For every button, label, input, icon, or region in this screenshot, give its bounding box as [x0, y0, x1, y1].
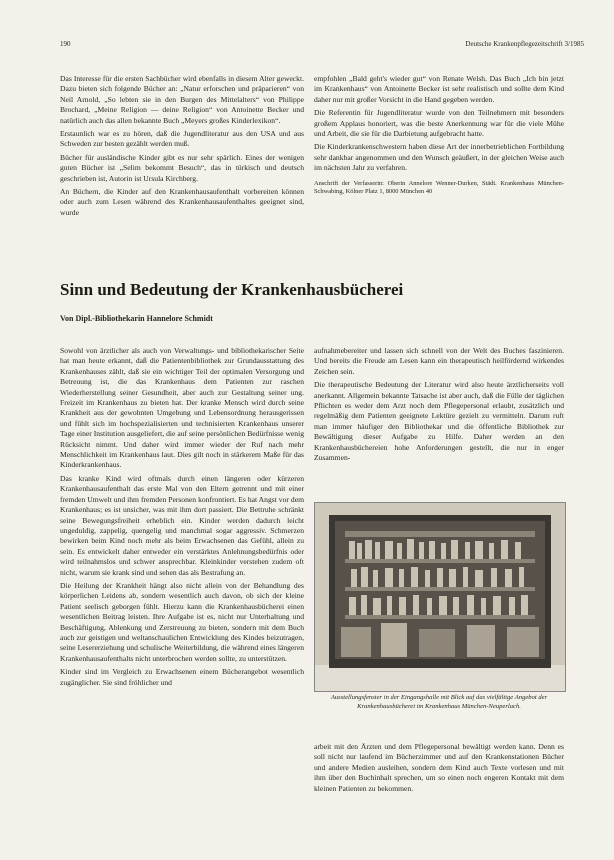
journal-title: Deutsche Krankenpflegezeitschrift 3/1985 — [465, 40, 584, 48]
paragraph: Kinder sind im Vergleich zu Erwachsenen einem Bücherangebot wesentlich zugänglicher. Sie sind fröhlicher und — [60, 667, 304, 687]
paragraph: Erstaunlich war es zu hören, daß die Jugendliteratur aus den USA und aus Schweden zur besten gezählt werden muß. — [60, 129, 304, 149]
running-header — [60, 40, 584, 52]
article-byline: Von Dipl.-Bibliothekarin Hannelore Schmidt — [60, 314, 213, 323]
article-title: Sinn und Bedeutung der Krankenhausbücherei — [60, 280, 404, 299]
photo-caption: Ausstellungsfenster in der Eingangshalle mit Blick auf das vielfältige Angebot der Krankenhausbücherei im Krankenhaus München-Neuperlach. — [330, 694, 548, 710]
intro-right-column — [314, 74, 564, 200]
intro-left-column — [60, 74, 304, 221]
paragraph: Die Referentin für Jugendliteratur wurde von den Teilnehmern mit besonders großem Applaus honoriert, was die beste Anerkennung war für die viele Mühe und Arbeit, die sie für die Darbietung aufgebracht hatte. — [314, 108, 564, 139]
paragraph: empfohlen „Bald geht's wieder gut“ von Renate Welsh. Das Buch „Ich bin jetzt im Krankenhaus“ von Antoinette Becker ist sehr realistisch und sollte dem Kind daher nur mit großer Vorsicht in die Hand gegeben werden. — [314, 74, 564, 104]
library-window-photo — [314, 502, 566, 692]
paragraph: arbeit mit den Ärzten und dem Pflegepersonal bewältigt werden kann. Denn es soll nicht nur laufend im Bücherzimmer und auf den Krankenstationen Bücher und andere Medien ausleihen, sondern dem Kind auch Texte vorlesen und mit ihm über den Buchinhalt sprechen, um so einen noch engeren Kontakt mit dem kleinen Patienten zu bekommen. — [314, 742, 564, 793]
paragraph: Das Interesse für die ersten Sachbücher wird ebenfalls in diesem Alter geweckt. Dazu bieten sich folgende Bücher an: „Natur erforschen und präparieren“ von Neil Arnold, „So lebten sie in den Burgen des Mittelalters“ von Philippe Brochard, „Meine Religion — deine Religion“ von Antoinette Becker und natürlich auch das allen bekannte Buch „Meyers großes Kinderlexikon“. — [60, 74, 304, 125]
body-right-column — [314, 346, 564, 466]
paragraph: aufnahmebereiter und lassen sich schnell von der Welt des Buches faszinieren. Und bereits die Freude am Lesen kann ein therapeutisch heilfördernd wirkendes Zeichen sein. — [314, 346, 564, 376]
paragraph: An Büchern, die Kinder auf den Krankenhausaufenthalt vorbereiten können oder auch zum Lesen während des Krankenhausaufenthaltes geeignet sind, wurde — [60, 187, 304, 217]
body-right-continued — [314, 742, 564, 797]
paragraph: Die Heilung der Krankheit hängt also nicht allein von der Behandlung des körperlichen Leidens ab, sondern wesentlich auch davon, ob sich der kleine Patient seelisch geborgen fühlt. Hierzu kann die Krankenhausbücherei einen wesentlichen Beitrag leisten. Ihre Aufgabe ist es, nicht nur Unterhaltung und Beschäftigung, Ablenkung und Zerstreuung zu bieten, sondern mit dem Buch auch zur geistigen und weltanschaulichen Entwicklung des Kindes beizutragen, seine Lesererziehung und schulische Weiterbildung, die während eines längeren Krankenhausaufenthalts nicht unterbrochen werden sollte, zu unterstützen. — [60, 580, 304, 663]
paragraph: Die therapeutische Bedeutung der Literatur wird also heute ärztlicherseits voll anerkannt. Allgemein bekannte Tatsache ist aber auch, daß die Fülle der täglichen Pflichten es weder dem Arzt noch dem Pflegepersonal erlaubt, zusätzlich und regelmäßig dem Patienten geeignete Lektüre gezielt zu vermitteln. Darum ruft man immer häufiger den Bibliothekar und die öffentliche Bibliothek zur Bewältigung dieser Aufgabe zu Hilfe. Daher werden an den Krankenhausbüchereien hohe Anforderungen gestellt, die nur in enger Zusammen- — [314, 380, 564, 463]
paragraph: Die Kinderkrankenschwestern haben diese Art der innerbetrieblichen Fortbildung sehr dankbar angenommen und den Wunsch geäußert, in der gleichen Weise auch im nächsten Jahr zu verfahren. — [314, 142, 564, 173]
page-number: 190 — [60, 40, 71, 48]
paragraph: Das kranke Kind wird oftmals durch einen längeren oder kürzeren Krankenhausaufenthalt das erste Mal von den Eltern getrennt und mit einer fremden Umwelt und ihm fremden Personen konfrontiert. Es hat Angst vor dem Krankenhaus; es ist unsicher, was mit ihm dort passiert. Die Bettruhe schränkt seine Bewegungsfreiheit erheblich ein. Kinder werden dadurch leicht ungeduldig, zappelig, quengelig und manchmal sogar aggressiv. Schmerzen bewirken beim Kind noch mehr als beim Erwachsenen das Gefühl, allein zu sein. Es entwickelt daher entweder ein verstärktes Anlehnungsbedürfnis oder wird teilnahmslos und schwer ansprechbar. Kleinkinder verstehen zudem oft nicht, warum sie krank sind und sehen das als Bestrafung an. — [60, 473, 304, 577]
paragraph: Bücher für ausländische Kinder gibt es nur sehr spärlich. Eines der wenigen guten Bücher ist „Selim bekommt Besuch“, das in türkisch und deutsch geschrieben ist, Autorin ist Ursula Kirchberg. — [60, 152, 304, 183]
body-left-column — [60, 346, 304, 691]
paragraph: Sowohl von ärztlicher als auch von Verwaltungs- und bibliothekarischer Seite hat man heute erkannt, daß die Patientenbibliothek zur Grundausstattung des Krankenhauses zählt, daß sie ein wichtiger Teil der optimalen Versorgung und Betreuung ist, die das Krankenhaus dem Patienten zur raschen Wiederherstellung seiner Gesundheit, aber auch zur Gestaltung seiner ung. Freizeit im Krankenhaus zu bieten hat. Der kranke Mensch wird durch seine Krankheit aus der gewohnten Umgebung und Lebensordnung herausgerissen und fühlt sich im hochspezialisierten und technisierten Krankenhaus unserer Tage einer Institution ausgeliefert, die auf seine persönlichen Bedürfnisse wenig Rücksicht nimmt. Und daher wird immer wieder der Ruf nach mehr Menschlichkeit im Krankenhaus laut. Dies gilt noch in stärkerem Maße für das Kinderkrankenhaus. — [60, 346, 304, 470]
author-address: Anschrift der Verfasserin: Oberin Annelore Wenner-Durken, Städt. Krankenhaus München-Schwabing, Kölner Platz 1, 8000 München 40 — [314, 179, 564, 196]
